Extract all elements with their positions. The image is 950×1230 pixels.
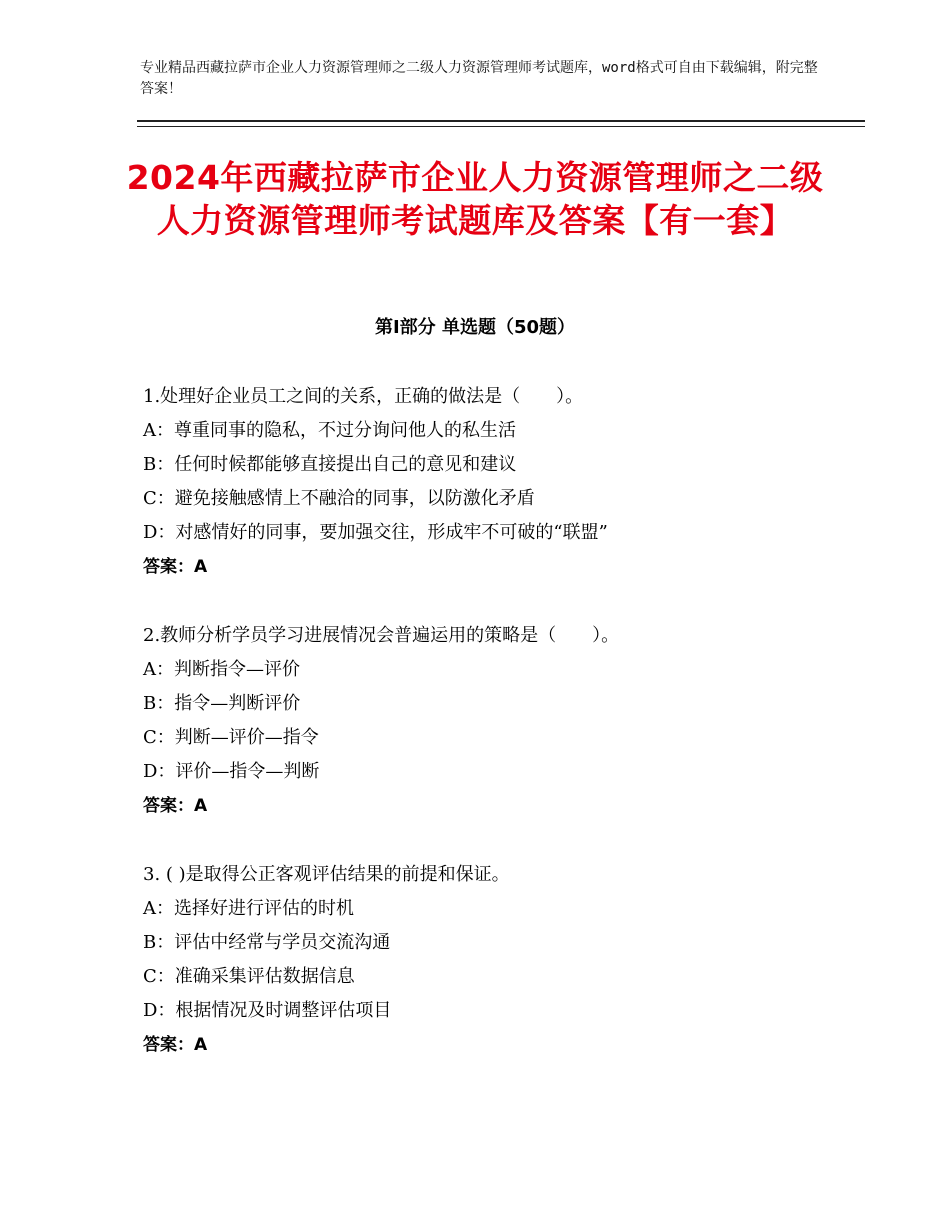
option-c: C：判断—评价—指令	[143, 727, 319, 748]
header-divider-thin	[137, 126, 865, 127]
question-stem: 2.教师分析学员学习进展情况会普遍运用的策略是（ ）。	[143, 625, 620, 646]
question-1	[143, 380, 843, 584]
question-stem: 1.处理好企业员工之间的关系，正确的做法是（ ）。	[143, 386, 584, 407]
section-heading: 第Ⅰ部分 单选题（50题）	[374, 317, 575, 338]
option-b: B：评估中经常与学员交流沟通	[143, 932, 391, 953]
answer: 答案：A	[143, 796, 208, 816]
question-2	[143, 619, 843, 823]
question-3	[143, 858, 843, 1062]
option-d: D：评价—指令—判断	[143, 761, 320, 782]
answer: 答案：A	[143, 557, 208, 577]
option-d: D：根据情况及时调整评估项目	[143, 1000, 392, 1021]
option-d: D：对感情好的同事，要加强交往，形成牢不可破的“联盟”	[143, 522, 608, 543]
option-a: A：选择好进行评估的时机	[143, 898, 354, 919]
option-b: B：指令—判断评价	[143, 693, 301, 714]
option-a: A：尊重同事的隐私，不过分询问他人的私生活	[143, 420, 516, 441]
option-b: B：任何时候都能够直接提出自己的意见和建议	[143, 454, 517, 475]
answer: 答案：A	[143, 1035, 208, 1055]
document-title: 2024年西藏拉萨市企业人力资源管理师之二级人力资源管理师考试题库及答案【有一套】	[126, 158, 824, 240]
question-stem: 3. ( )是取得公正客观评估结果的前提和保证。	[143, 864, 510, 885]
option-a: A：判断指令—评价	[143, 659, 300, 680]
header-note: 专业精品西藏拉萨市企业人力资源管理师之二级人力资源管理师考试题库，word格式可自由下载编辑，附完整答案！	[140, 60, 818, 97]
option-c: C：避免接触感情上不融洽的同事，以防激化矛盾	[143, 488, 535, 509]
option-c: C：准确采集评估数据信息	[143, 966, 355, 987]
header-divider-thick	[137, 120, 865, 122]
